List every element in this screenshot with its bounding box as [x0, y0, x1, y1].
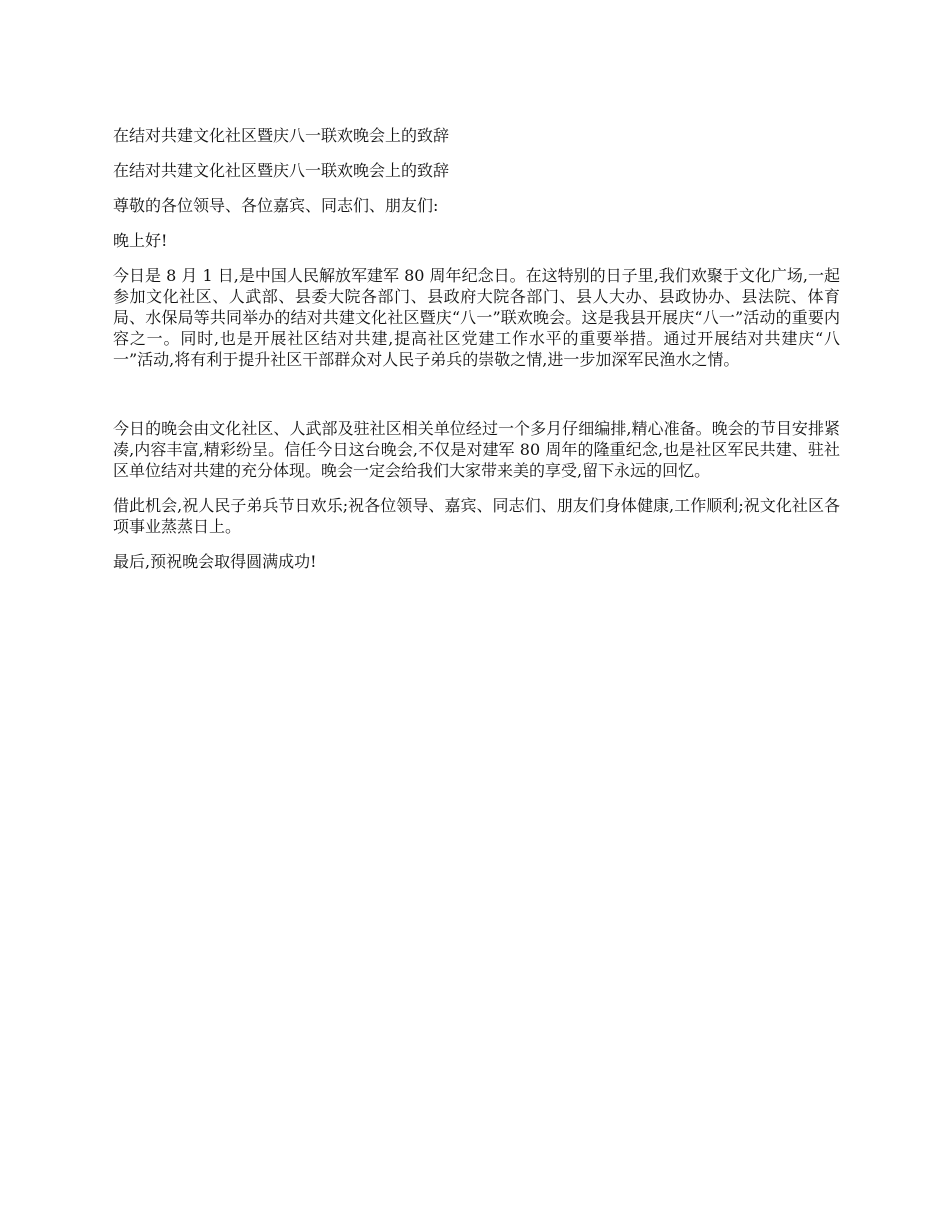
- document-title: 在结对共建文化社区暨庆八一联欢晚会上的致辞: [113, 126, 450, 145]
- body-paragraph-3: 借此机会,祝人民子弟兵节日欢乐;祝各位领导、嘉宾、同志们、朋友们身体健康,工作顺利;祝文化社区各项事业蒸蒸日上。: [113, 496, 840, 536]
- salutation: 尊敬的各位领导、各位嘉宾、同志们、朋友们:: [113, 196, 439, 215]
- closing-line: 最后,预祝晚会取得圆满成功!: [113, 552, 317, 571]
- document-page: [113, 125, 840, 586]
- greeting: 晚上好!: [113, 231, 168, 250]
- paragraph-spacer: [113, 384, 840, 418]
- body-paragraph-1: 今日是 8 月 1 日,是中国人民解放军建军 80 周年纪念日。在这特别的日子里,我们欢聚于文化广场,一起参加文化社区、人武部、县委大院各部门、县政府大院各部门、县人大办、县政协办、县法院、体育局、水保局等共同举办的结对共建文化社区暨庆“八一”联欢晚会。这是我县开展庆“八一”活动的重要内容之一。同时,也是开展社区结对共建,提高社区党建工作水平的重要举措。通过开展结对共建庆“八一”活动,将有利于提升社区干部群众对人民子弟兵的崇敬之情,进一步加深军民渔水之情。: [113, 266, 840, 369]
- document-title-repeat: 在结对共建文化社区暨庆八一联欢晚会上的致辞: [113, 161, 450, 180]
- body-paragraph-2: 今日的晚会由文化社区、人武部及驻社区相关单位经过一个多月仔细编排,精心准备。晚会的节目安排紧凑,内容丰富,精彩纷呈。信任今日这台晚会,不仅是对建军 80 周年的隆重纪念,也是社区军民共建、驻社区单位结对共建的充分体现。晚会一定会给我们大家带来美的享受,留下永远的回忆。: [113, 419, 840, 480]
